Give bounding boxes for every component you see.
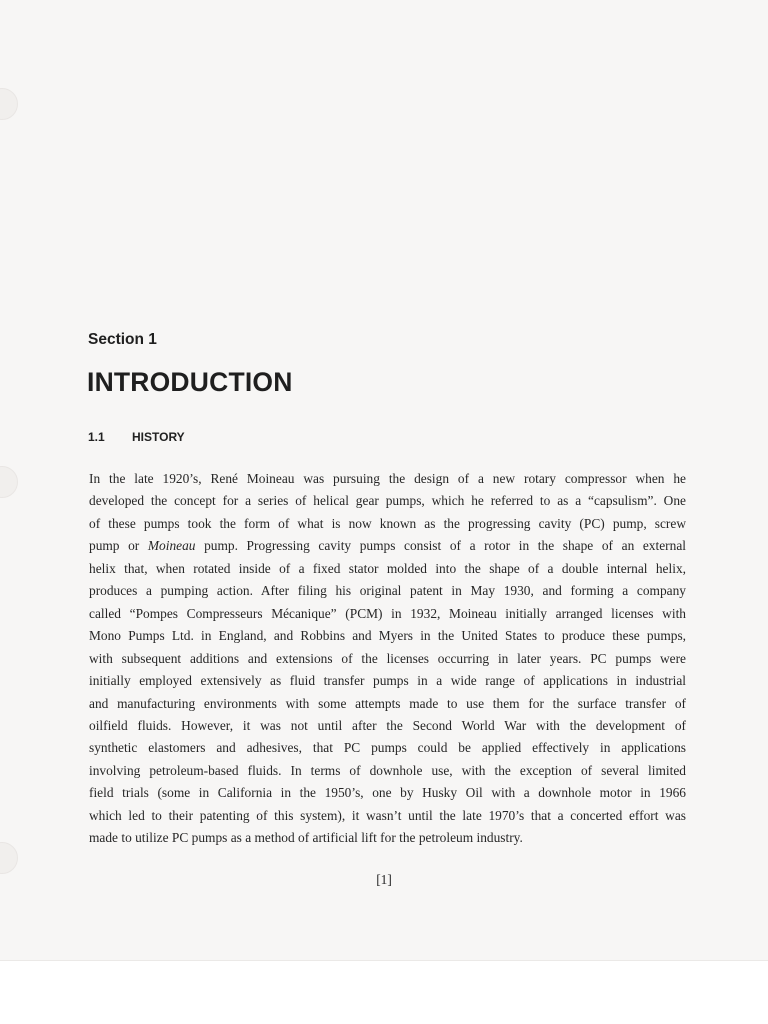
paragraph-line: with subsequent additions and extensions of the licenses occurring in later years. PC pumps were [89,650,686,666]
paragraph-line: of these pumps took the form of what is now known as the progressing cavity (PC) pump, screw [89,515,686,531]
page-bottom-margin [0,960,768,1024]
binder-hole [0,842,18,874]
paragraph-line: developed the concept for a series of helical gear pumps, which he referred to as a “capsulism”. One [89,493,686,509]
paragraph-line: oilfield fluids. However, it was not until after the Second World War with the development of [89,717,686,733]
paragraph-line: pump or Moineau pump. Progressing cavity pumps consist of a rotor in the shape of an external [89,538,686,554]
paragraph-line: and manufacturing environments with some attempts made to use them for the surface transfer of [89,695,686,711]
paragraph-line: field trials (some in California in the 1950’s, one by Husky Oil with a downhole motor in 1966 [89,785,686,801]
paragraph-line: initially employed extensively as fluid transfer pumps in a wide range of applications in industrial [89,673,686,689]
paragraph-line: produces a pumping action. After filing his original patent in May 1930, and forming a company [89,583,686,599]
subsection-heading [88,430,185,444]
subsection-number: 1.1 [88,430,105,444]
paragraph-line: called “Pompes Compresseurs Mécanique” (PCM) in 1932, Moineau initially arranged licenses with [89,605,686,621]
history-paragraph [89,468,686,850]
subsection-title: HISTORY [132,430,185,444]
paragraph-line: involving petroleum-based fluids. In terms of downhole use, with the exception of several limited [89,762,686,778]
binder-hole [0,88,18,120]
paragraph-line: In the late 1920’s, René Moineau was pursuing the design of a new rotary compressor when he [89,471,686,486]
paragraph-line: helix that, when rotated inside of a fixed stator molded into the shape of a double internal helix, [89,560,686,576]
page-number: [1] [376,872,392,887]
paragraph-line: made to utilize PC pumps as a method of artificial lift for the petroleum industry. [89,830,523,846]
paragraph-line: which led to their patenting of this system), it wasn’t until the late 1970’s that a concerted effort was [89,807,686,823]
paragraph-line: synthetic elastomers and adhesives, that PC pumps could be applied effectively in applications [89,740,686,756]
chapter-title: INTRODUCTION [87,367,293,397]
section-label: Section 1 [88,331,157,348]
binder-hole [0,466,18,498]
paragraph-line: Mono Pumps Ltd. in England, and Robbins and Myers in the United States to produce these pumps, [89,628,686,644]
italic-term: Moineau [147,538,196,554]
